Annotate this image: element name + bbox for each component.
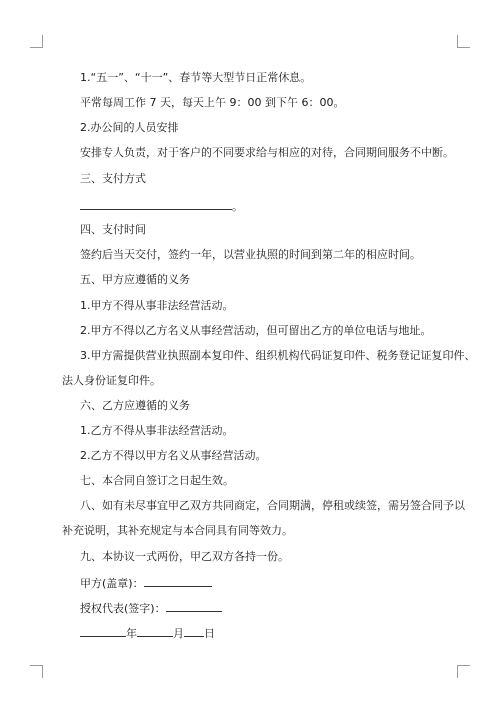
party-a-obligation-3-continued: 法人身份证复印件。 xyxy=(62,374,161,387)
party-a-seal-line xyxy=(80,575,212,589)
clause-unresolved-matters-continued: 补充说明，其补充规定与本合同具有同等效力。 xyxy=(62,524,293,537)
crop-mark-top-right xyxy=(457,35,470,48)
crop-mark-bottom-right xyxy=(457,665,470,678)
paragraph-working-hours: 平常每周工作 7 天，每天上午 9：00 到下午 6：00。 xyxy=(80,96,345,109)
year-blank xyxy=(80,625,126,637)
party-a-obligation-3: 3.甲方需提供营业执照副本复印件、组织机构代码证复印件、税务登记证复印件、 xyxy=(80,349,476,362)
crop-mark-bottom-left xyxy=(30,665,43,678)
party-b-obligation-1: 1.乙方不得从事非法经营活动。 xyxy=(80,424,234,437)
heading-payment-method: 三、支付方式 xyxy=(80,172,146,185)
authorized-rep-blank xyxy=(166,600,222,612)
paragraph-staff-arrangement: 安排专人负责，对于客户的不同要求给与相应的对待，合同期间服务不中断。 xyxy=(80,146,454,159)
party-a-obligation-1: 1.甲方不得从事非法经营活动。 xyxy=(80,299,234,312)
authorized-rep-line xyxy=(80,600,222,614)
clause-effective-date: 七、本合同自签订之日起生效。 xyxy=(80,474,234,487)
heading-party-b-obligations: 六、乙方应遵循的义务 xyxy=(80,399,190,412)
month-blank xyxy=(137,625,173,637)
clause-copies: 九、本协议一式两份，甲乙双方各持一份。 xyxy=(80,550,289,563)
heading-staff-arrangement: 2.办公间的人员安排 xyxy=(80,121,179,134)
party-a-obligation-2: 2.甲方不得以乙方名义从事经营活动，但可留出乙方的单位电话与地址。 xyxy=(80,324,432,337)
clause-unresolved-matters: 八、如有未尽事宜甲乙双方共同商定，合同期满，停租或续签，需另签合同予以 xyxy=(80,499,465,512)
paragraph-holidays: 1.“五一”、“十一”、春节等大型节日正常休息。 xyxy=(80,71,312,84)
party-a-seal-label: 甲方(盖章)： xyxy=(80,577,144,590)
crop-mark-top-left xyxy=(30,35,43,48)
day-label: 日 xyxy=(204,627,215,640)
day-blank xyxy=(184,625,204,637)
party-b-obligation-2: 2.乙方不得以甲方名义从事经营活动。 xyxy=(80,449,267,462)
date-line xyxy=(80,625,215,639)
month-label: 月 xyxy=(173,627,184,640)
year-label: 年 xyxy=(126,627,137,640)
heading-payment-time: 四、支付时间 xyxy=(80,223,146,236)
payment-method-period: 。 xyxy=(232,200,243,213)
payment-method-underline xyxy=(80,198,232,210)
heading-party-a-obligations: 五、甲方应遵循的义务 xyxy=(80,273,190,286)
payment-method-blank xyxy=(80,198,243,212)
authorized-rep-label: 授权代表(签字)： xyxy=(80,602,166,615)
party-a-seal-blank xyxy=(144,575,212,587)
paragraph-payment-time: 签约后当天交付，签约一年，以营业执照的时间到第二年的相应时间。 xyxy=(80,248,421,261)
